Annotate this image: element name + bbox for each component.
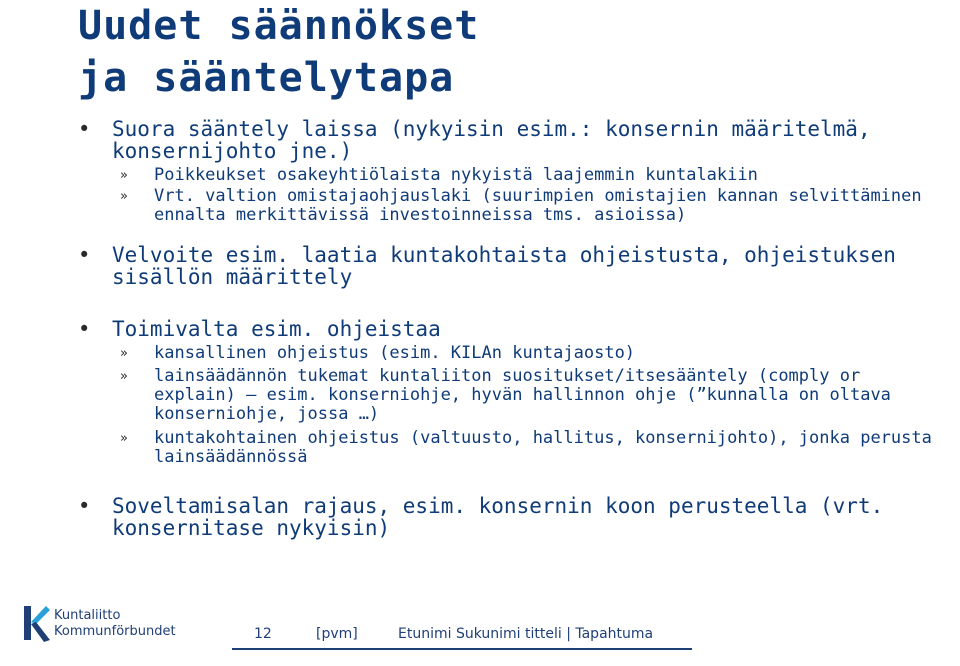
logo-line1: Kuntaliitto [54, 608, 121, 623]
bullet-text: Suora sääntely laissa (nykyisin esim.: konsernin määritelmä, konsernijohto jne.) [112, 117, 871, 163]
slide-title [78, 0, 479, 104]
bullet-item [78, 118, 938, 162]
sub-bullet-text: lainsäädännön tukemat kuntaliiton suositukset/itsesääntely (comply or explain) – esim. konserniohje, hyvän hallinnon ohje (”kunnalla on oltava konserniohje, jossa …) [154, 366, 891, 424]
sub-bullet-icon: » [120, 189, 128, 204]
logo-wordmark [54, 608, 176, 640]
footer-presenter: Etunimi Sukunimi titteli | Tapahtuma [398, 626, 654, 642]
page-number: 12 [254, 626, 272, 642]
sub-bullet-icon: » [120, 346, 128, 361]
sub-bullet-text: kuntakohtainen ohjeistus (valtuusto, hallitus, konsernijohto), jonka perusta lainsäädännössä [154, 428, 932, 467]
bullet-item [78, 495, 938, 539]
slide-title-line2: ja sääntelytapa [78, 55, 455, 101]
slide-title-line1: Uudet säännökset [78, 3, 480, 49]
bullet-dot-icon: • [78, 117, 91, 141]
bullet-text: Toimivalta esim. ohjeistaa [112, 317, 441, 341]
bullet-dot-icon: • [78, 494, 91, 518]
slide-body [78, 116, 938, 539]
sub-bullet-text: Poikkeukset osakeyhtiölaista nykyistä laajemmin kuntalakiin [154, 165, 758, 185]
slide-footer [0, 596, 960, 666]
sub-bullet-item [78, 187, 938, 225]
footer-divider [232, 648, 692, 650]
bullet-dot-icon: • [78, 317, 91, 341]
bullet-item [78, 318, 938, 340]
sub-bullet-item [78, 429, 938, 467]
bullet-dot-icon: • [78, 243, 91, 267]
kuntaliitto-logo-mark-icon [20, 600, 52, 644]
sub-bullet-item [78, 367, 938, 424]
sub-bullet-icon: » [120, 369, 128, 384]
bullet-text: Velvoite esim. laatia kuntakohtaista ohjeistusta, ohjeistuksen sisällön määrittely [112, 243, 896, 289]
sub-bullet-text: Vrt. valtion omistajaohjauslaki (suurimpien omistajien kannan selvittäminen ennalta merkittävissä investoinneissa tms. asioissa) [154, 186, 922, 225]
bullet-item [78, 244, 938, 288]
kuntaliitto-logo [20, 600, 220, 644]
sub-bullet-icon: » [120, 431, 128, 446]
bullet-text: Soveltamisalan rajaus, esim. konsernin koon perusteella (vrt. konsernitase nykyisin) [112, 494, 884, 540]
footer-date: [pvm] [316, 626, 358, 642]
sub-bullet-text: kansallinen ohjeistus (esim. KILAn kuntajaosto) [154, 343, 636, 363]
sub-bullet-item [78, 344, 938, 363]
sub-bullet-item [78, 166, 938, 185]
sub-bullet-icon: » [120, 168, 128, 183]
logo-line2: Kommunförbundet [54, 624, 176, 639]
